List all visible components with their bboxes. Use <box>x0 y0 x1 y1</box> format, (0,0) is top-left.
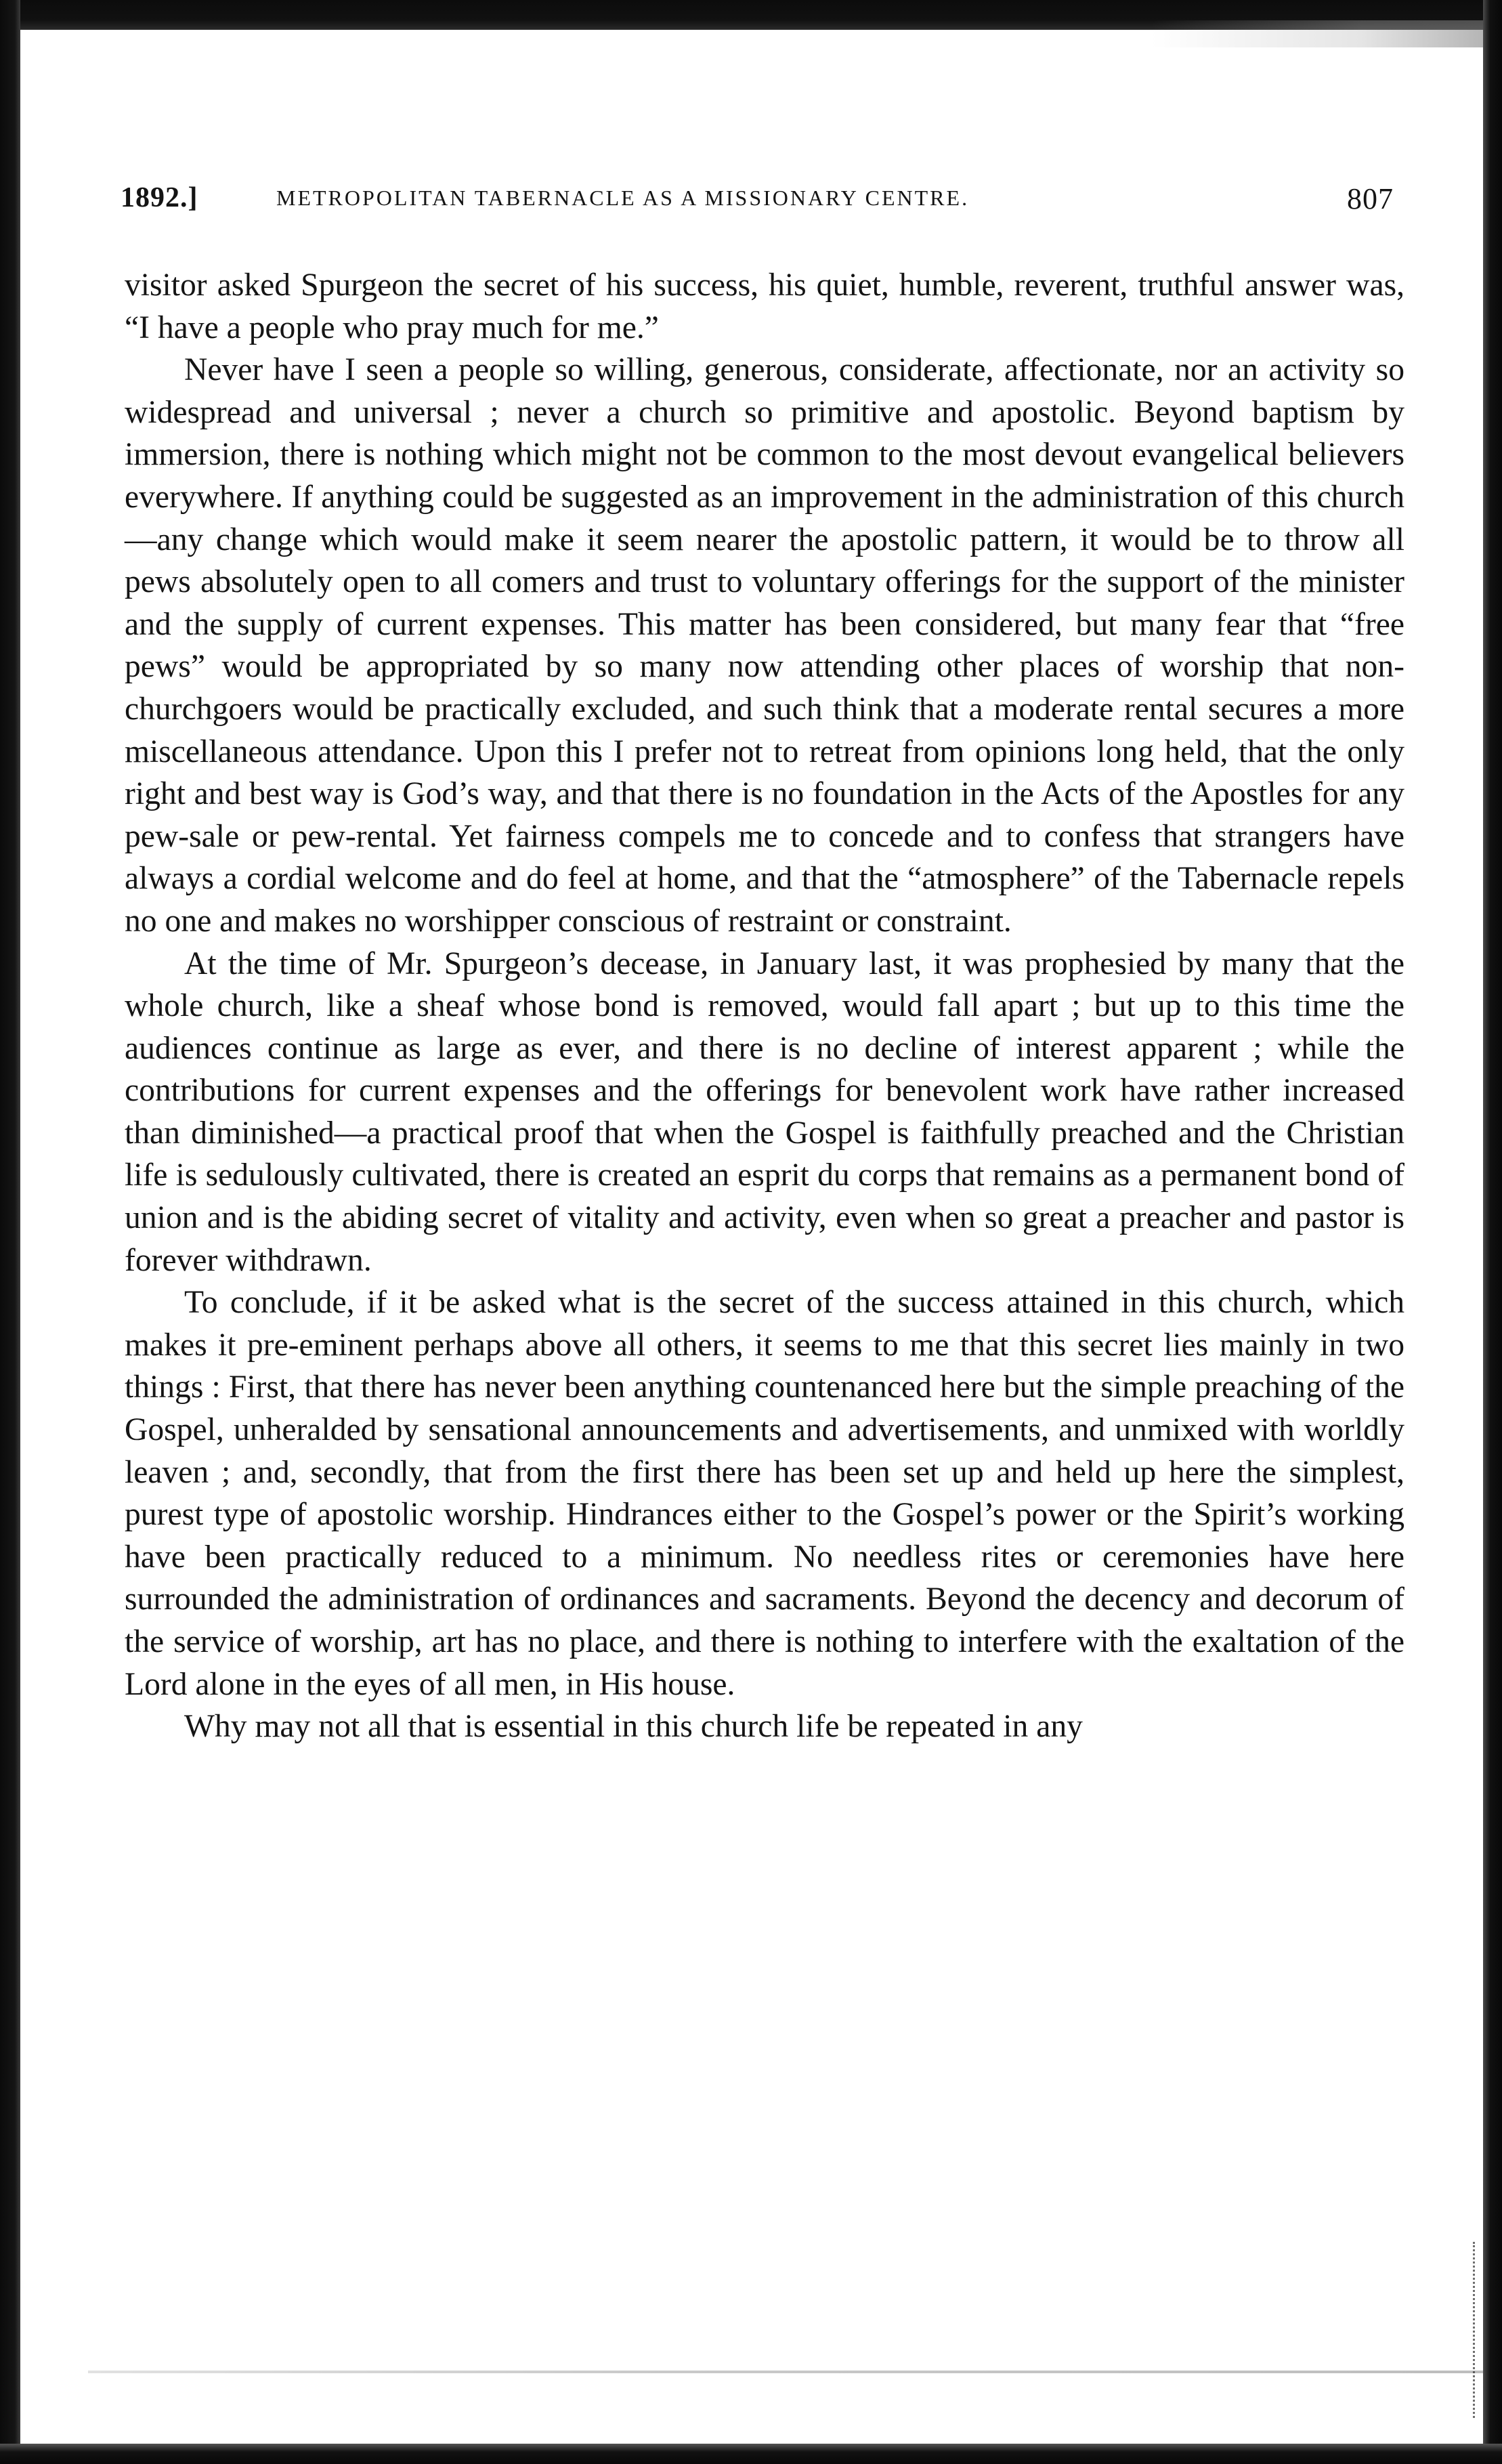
scan-border-left <box>0 0 20 2464</box>
scan-shadow <box>1151 20 1502 47</box>
article-body <box>125 264 1404 1748</box>
paragraph: At the time of Mr. Spurgeon’s decease, in January last, it was prophesied by many that the whole church, like a sheaf whose bond is removed, would fall apart ; but up to this time the audiences continue as large as ever, and there is no decline of interest apparent ; while the contributions for current expenses and the offerings for benevolent work have rather increased than diminished—a practical proof that when the Gospel is faithfully preached and the Christian life is sedulously cultivated, there is created an esprit du corps that remains as a permanent bond of union and is the abiding secret of vitality and activity, even when so great a preacher and pastor is forever withdrawn. <box>125 946 1404 1278</box>
scan-specks <box>1459 2242 1475 2418</box>
paragraph: Never have I seen a people so willing, generous, considerate, affectionate, nor an activity so widespread and universal ; never a church so primitive and apostolic. Beyond baptism by immersion, there is nothing which might not be common to the most devout evangelical believers everywhere. If anything could be suggested as an improvement in the administration of this church—any change which would make it seem nearer the apostolic pattern, it would be to throw all pews absolutely open to all comers and trust to voluntary offerings for the support of the minister and the supply of current expenses. This matter has been considered, but many fear that “free pews” would be appropriated by so many now attending other places of worship that non-churchgoers would be practically excluded, and such think that a moderate rental secures a more miscellaneous attendance. Upon this I prefer not to retreat from opinions long held, that the only right and best way is God’s way, and that there is no foundation in the Acts of the Apostles for any pew-sale or pew-rental. Yet fairness compels me to concede and to confess that strangers have always a cordial welcome and do feel at home, and that the “atmosphere” of the Tabernacle repels no one and makes no worshipper conscious of restraint or constraint. <box>125 352 1404 939</box>
paragraph-continued: visitor asked Spurgeon the secret of his success, his quiet, humble, reverent, truthful answer was, “I have a people who pray much for me.” <box>125 268 1404 345</box>
header-year: 1892.] <box>121 182 198 213</box>
page-edge-shadow <box>88 2371 1483 2373</box>
paragraph-last: Why may not all that is essential in this church life be repeated in any <box>184 1709 1083 1745</box>
scan-border-right <box>1483 0 1502 2464</box>
running-title: METROPOLITAN TABERNACLE AS A MISSIONARY CENTRE. <box>276 186 970 210</box>
scan-border-bottom <box>0 2444 1502 2464</box>
paragraph: To conclude, if it be asked what is the secret of the success attained in this church, which makes it pre-eminent perhaps above all others, it seems to me that this secret lies mainly in two things : First, that there has never been anything countenanced here but the simple preaching of the Gospel, unheralded by sensational announcements and advertisements, and unmixed with worldly leaven ; and, secondly, that from the first there has been set up and held up here the simplest, purest type of apostolic worship. Hindrances either to the Gospel’s power or the Spirit’s working have been practically reduced to a minimum. No needless rites or ceremonies have here surrounded the administration of ordinances and sacraments. Beyond the decency and decorum of the service of worship, art has no place, and there is nothing to interfere with the exaltation of the Lord alone in the eyes of all men, in His house. <box>125 1285 1404 1702</box>
running-header <box>121 182 1394 230</box>
page-number: 807 <box>1347 182 1394 215</box>
